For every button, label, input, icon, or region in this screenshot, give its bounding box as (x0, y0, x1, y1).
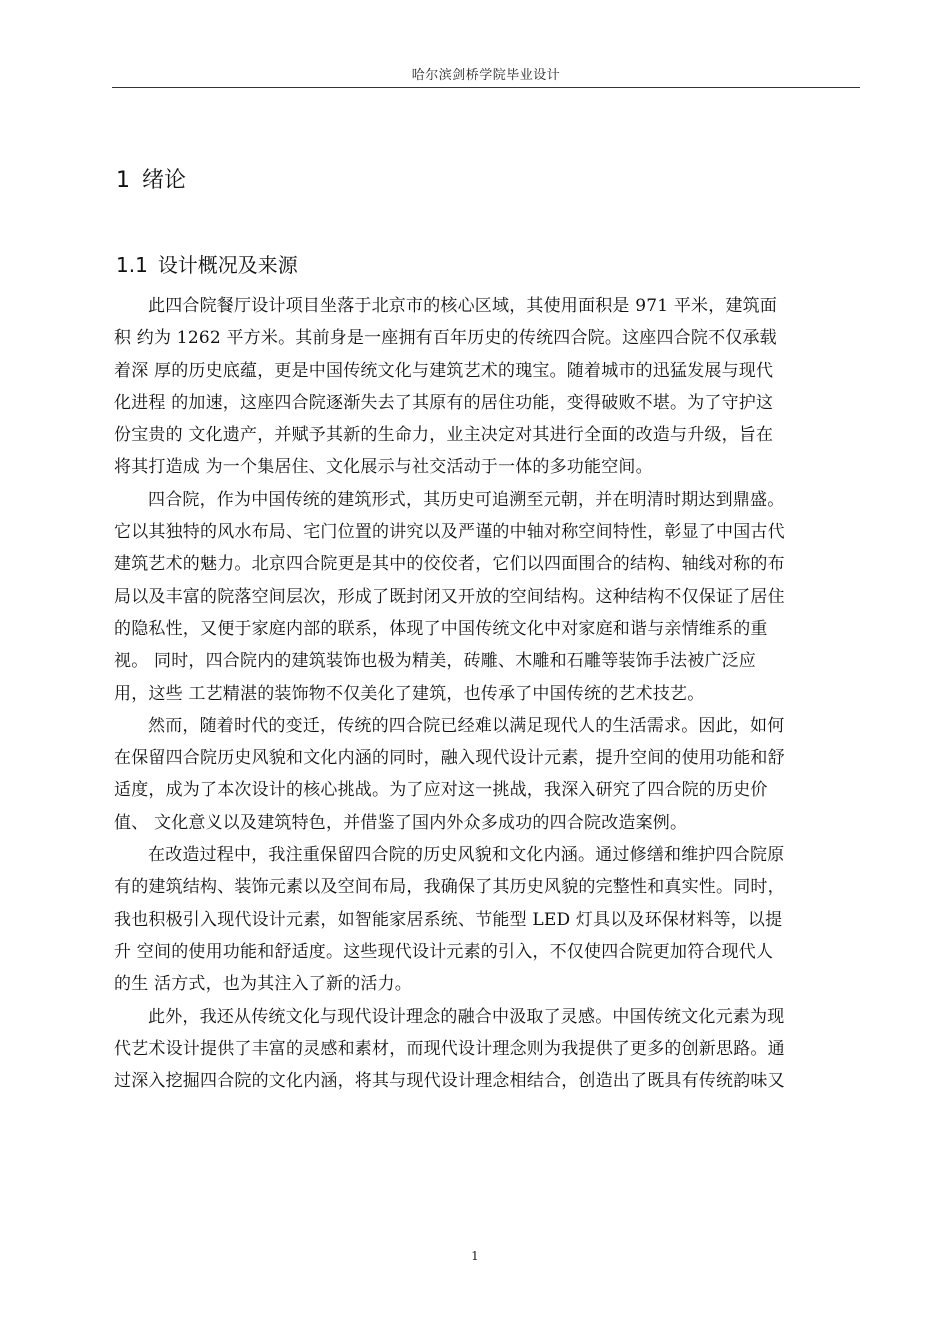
paragraph-1 (114, 290, 862, 484)
text-line: 我也积极引入现代设计元素，如智能家居系统、节能型 LED 灯具以及环保材料等，以提 (114, 909, 783, 930)
text-line: 在保留四合院历史风貌和文化内涵的同时，融入现代设计元素，提升空间的使用功能和舒 (114, 748, 785, 769)
text-line: 着深 厚的历史底蕴，更是中国传统文化与建筑艺术的瑰宝。随着城市的迅猛发展与现代 (114, 360, 774, 381)
text-line: 份宝贵的 文化遗产，并赋予其新的生命力，业主决定对其进行全面的改造与升级，旨在 (114, 425, 774, 446)
text-line: 局以及丰富的院落空间层次，形成了既封闭又开放的空间结构。这种结构不仅保证了居住 (114, 586, 785, 607)
section-number: 1.1 (116, 253, 148, 277)
text-line: 的生 活方式，也为其注入了新的活力。 (114, 974, 413, 995)
text-line: 用，这些 工艺精湛的装饰物不仅美化了建筑，也传承了中国传统的艺术技艺。 (114, 683, 705, 704)
text-line: 代艺术设计提供了丰富的灵感和素材，而现代设计理念则为我提供了更多的创新思路。通 (114, 1038, 785, 1059)
text-line: 的隐私性，又便于家庭内部的联系，体现了中国传统文化中对家庭和谐与亲情维系的重 (114, 618, 768, 639)
chapter-heading (116, 163, 186, 194)
text-line: 升 空间的使用功能和舒适度。这些现代设计元素的引入，不仅使四合院更加符合现代人 (114, 941, 774, 962)
text-line: 然而，随着时代的变迁，传统的四合院已经难以满足现代人的生活需求。因此，如何 (148, 715, 785, 736)
running-header: 哈尔滨剑桥学院毕业设计 (411, 68, 561, 83)
text-line: 将其打造成 为一个集居住、文化展示与社交活动于一体的多功能空间。 (114, 457, 653, 478)
chapter-number: 1 (116, 168, 130, 193)
paragraph-5 (114, 1001, 862, 1098)
body-text (114, 290, 862, 1097)
chapter-title: 绪论 (142, 168, 187, 193)
paragraph-4 (114, 839, 862, 1000)
text-line: 视。 同时，四合院内的建筑装饰也极为精美，砖雕、木雕和石雕等装饰手法被广泛应 (114, 651, 757, 672)
text-line: 适度，成为了本次设计的核心挑战。为了应对这一挑战，我深入研究了四合院的历史价 (114, 780, 768, 801)
text-line: 有的建筑结构、装饰元素以及空间布局，我确保了其历史风貌的完整性和真实性。同时， (114, 877, 785, 898)
section-heading (116, 249, 298, 278)
text-line: 在改造过程中，我注重保留四合院的历史风貌和文化内涵。通过修缮和维护四合院原 (148, 845, 785, 866)
text-line: 过深入挖掘四合院的文化内涵，将其与现代设计理念相结合，创造出了既具有传统韵味又 (114, 1071, 785, 1092)
text-line: 化进程 的加速，这座四合院逐渐失去了其原有的居住功能，变得破败不堪。为了守护这 (114, 392, 774, 413)
text-line: 此外，我还从传统文化与现代设计理念的融合中汲取了灵感。中国传统文化元素为现 (148, 1006, 785, 1027)
section-title: 设计概况及来源 (157, 253, 298, 277)
text-line: 此四合院餐厅设计项目坐落于北京市的核心区域，其使用面积是 971 平米，建筑面 (148, 296, 778, 316)
text-line: 它以其独特的风水布局、宅门位置的讲究以及严谨的中轴对称空间特性，彰显了中国古代 (114, 522, 785, 543)
header-divider (112, 87, 860, 88)
paragraph-3 (114, 710, 862, 839)
text-line: 四合院，作为中国传统的建筑形式，其历史可追溯至元朝，并在明清时期达到鼎盛。 (148, 489, 785, 510)
text-line: 积 约为 1262 平方米。其前身是一座拥有百年历史的传统四合院。这座四合院不仅承载 (114, 328, 777, 349)
text-line: 值、 文化意义以及建筑特色，并借鉴了国内外众多成功的四合院改造案例。 (114, 812, 688, 833)
text-line: 建筑艺术的魅力。北京四合院更是其中的佼佼者，它们以四面围合的结构、轴线对称的布 (114, 554, 785, 575)
paragraph-2 (114, 484, 862, 710)
page-number: 1 (471, 1249, 479, 1263)
